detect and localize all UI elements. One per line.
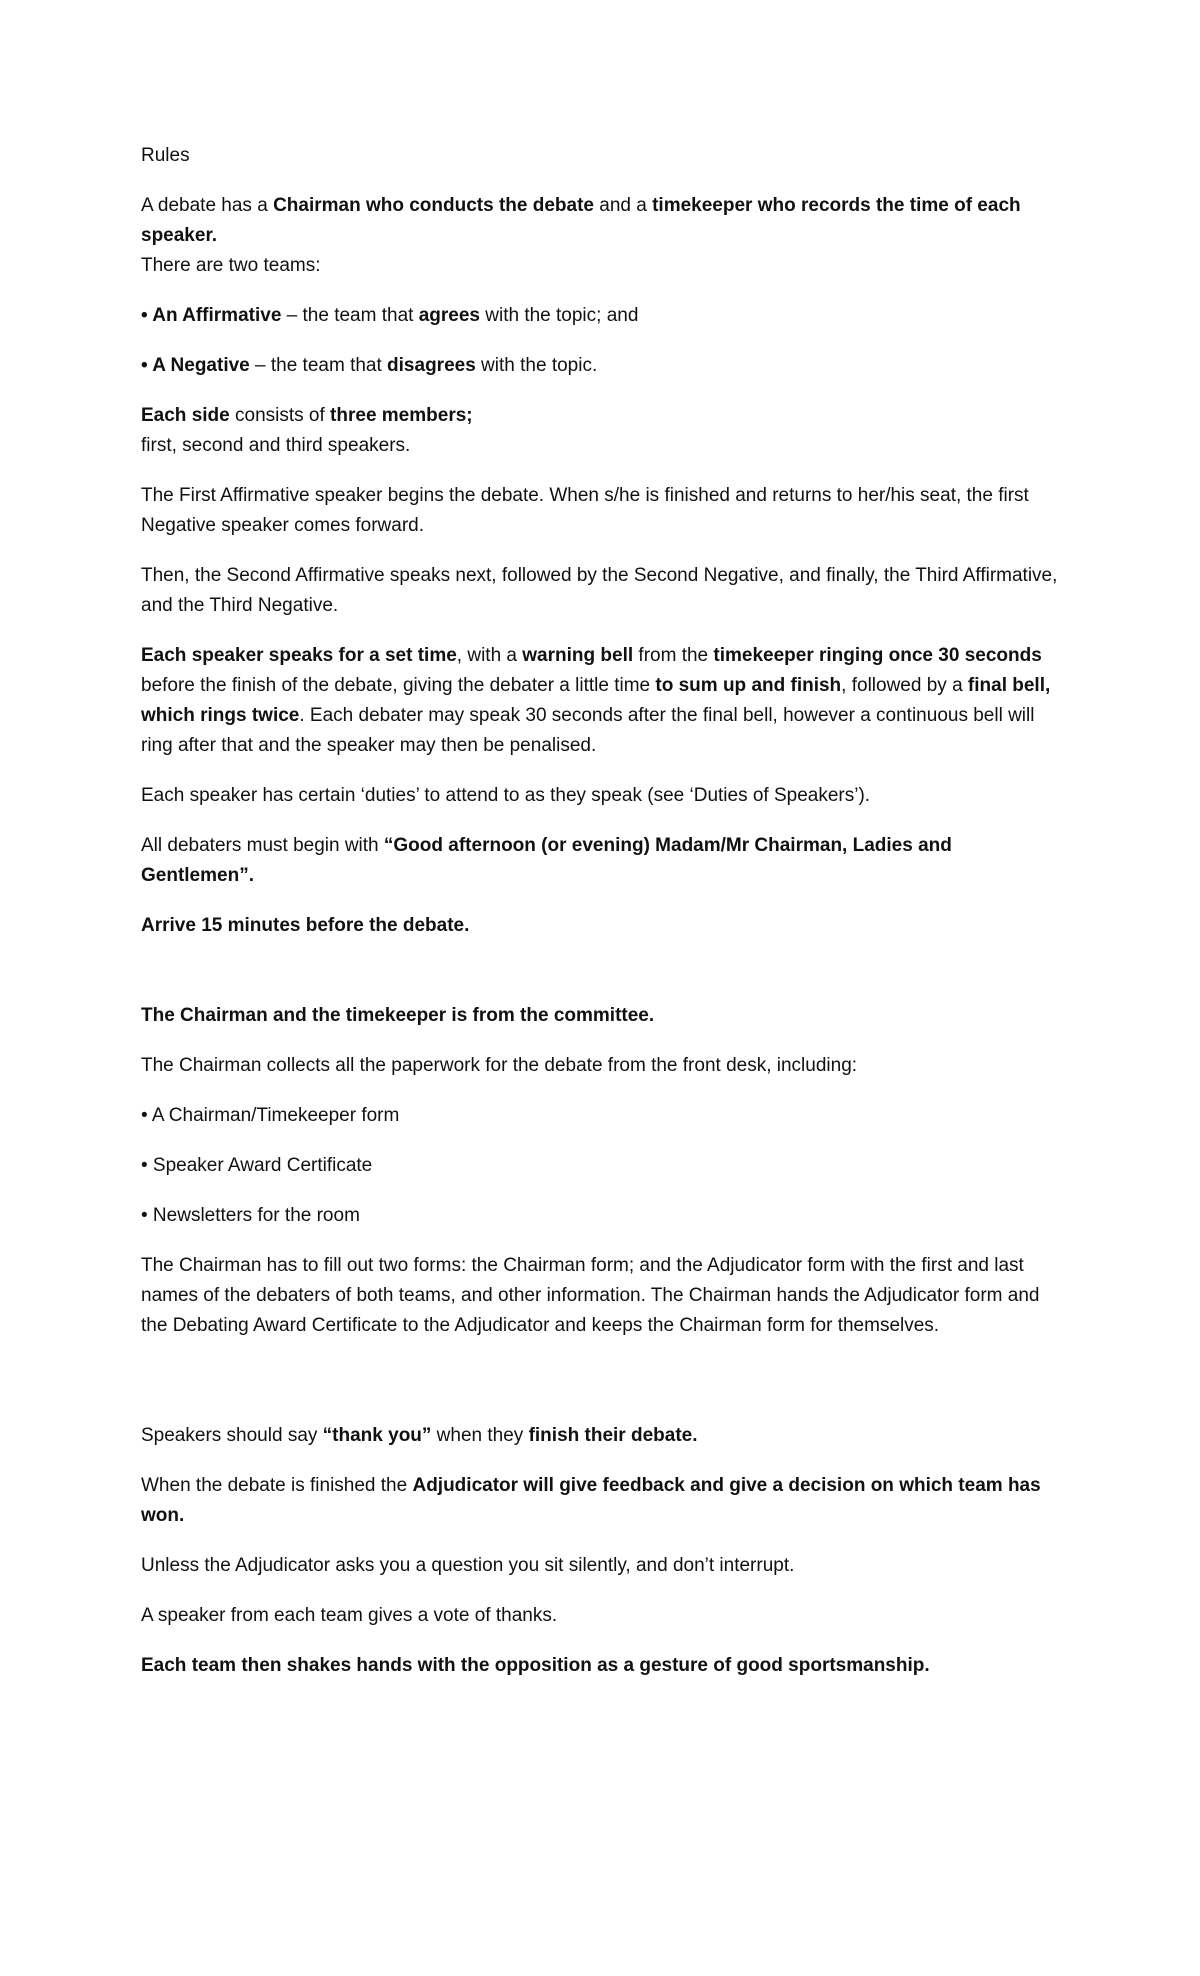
silent-paragraph: Unless the Adjudicator asks you a question you sit silently, and don’t interrupt. — [141, 1555, 795, 1576]
bullet-negative: • A Negative – the team that disagrees with the topic. — [141, 355, 598, 376]
feedback-paragraph: When the debate is finished the Adjudicator will give feedback and give a decision on which team has won. — [141, 1475, 1041, 1526]
paperwork-item: • Speaker Award Certificate — [141, 1155, 373, 1176]
speaking-order-paragraph: Then, the Second Affirmative speaks next, followed by the Second Negative, and finally, the Third Affirmative, and the Third Negative. — [141, 565, 1058, 616]
duties-paragraph: Each speaker has certain ‘duties’ to attend to as they speak (see ‘Duties of Speakers’). — [141, 785, 871, 806]
thanks-paragraph: Speakers should say “thank you” when they finish their debate. — [141, 1425, 698, 1446]
first-speaker-paragraph: The First Affirmative speaker begins the debate. When s/he is finished and returns to her/his seat, the first Negative speaker comes forward. — [141, 485, 1029, 536]
handshake-paragraph: Each team then shakes hands with the opposition as a gesture of good sportsmanship. — [141, 1655, 930, 1676]
document-body — [141, 141, 1061, 1701]
collects-paragraph: The Chairman collects all the paperwork for the debate from the front desk, including: — [141, 1055, 858, 1076]
intro-paragraph: A debate has a Chairman who conducts the debate and a timekeeper who records the time of each speaker. There are two teams: — [141, 195, 1021, 276]
vote-paragraph: A speaker from each team gives a vote of thanks. — [141, 1605, 558, 1626]
forms-paragraph: The Chairman has to fill out two forms: the Chairman form; and the Adjudicator form with the first and last names of the debaters of both teams, and other information. The Chairman hands the Adjudicator form and the Debating Award Certificate to the Adjudicator and keeps the Chairman form for themselves. — [141, 1255, 1040, 1336]
paperwork-item: • Newsletters for the room — [141, 1205, 360, 1226]
paperwork-item: • A Chairman/Timekeeper form — [141, 1105, 400, 1126]
arrive-paragraph: Arrive 15 minutes before the debate. — [141, 915, 470, 936]
sides-paragraph: Each side consists of three members; first, second and third speakers. — [141, 405, 473, 456]
greeting-paragraph: All debaters must begin with “Good afternoon (or evening) Madam/Mr Chairman, Ladies and Gentlemen”. — [141, 835, 952, 886]
bullet-affirmative: • An Affirmative – the team that agrees with the topic; and — [141, 305, 639, 326]
timing-paragraph: Each speaker speaks for a set time, with a warning bell from the timekeeper ringing once 30 seconds before the finish of the debate, giving the debater a little time to sum up and finish, followed by a final bell, which rings twice. Each debater may speak 30 seconds after the final bell, however a continuous bell will ring after that and the speaker may then be penalised. — [141, 645, 1051, 756]
committee-paragraph: The Chairman and the timekeeper is from the committee. — [141, 1005, 655, 1026]
page-title: Rules — [141, 145, 190, 166]
